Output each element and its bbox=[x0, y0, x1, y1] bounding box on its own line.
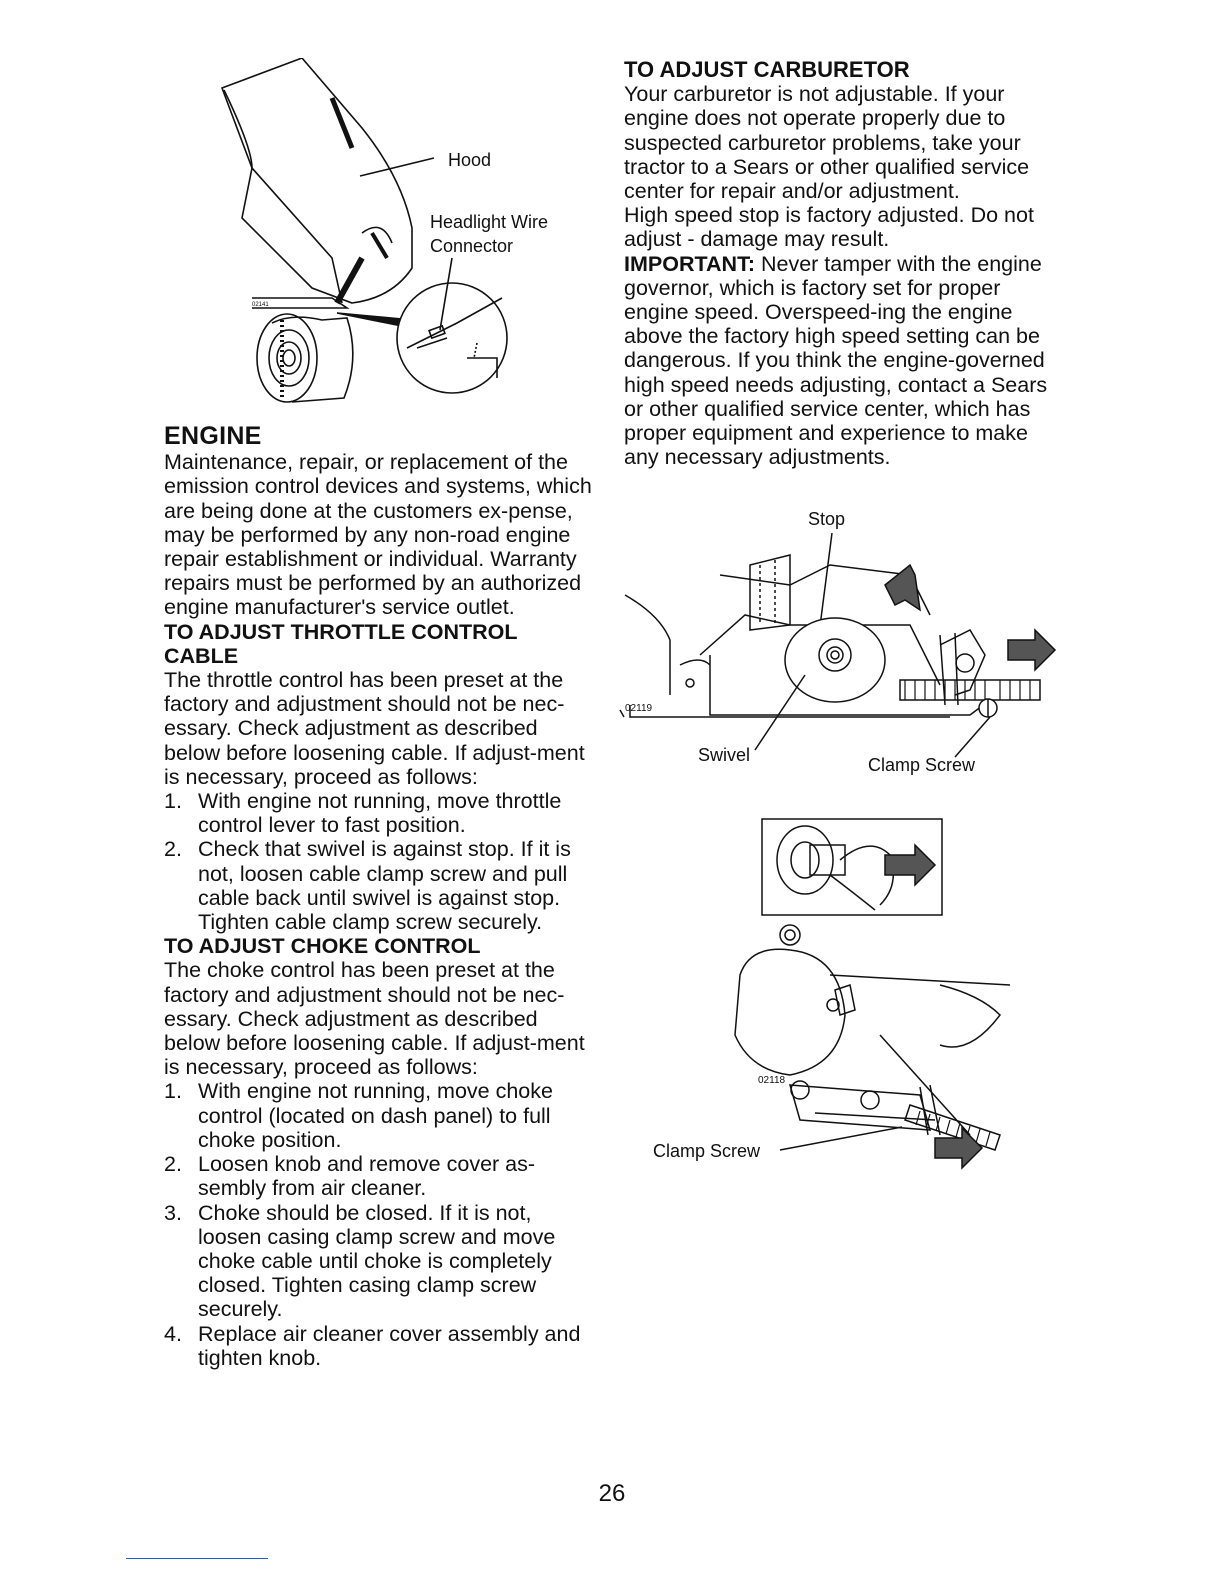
choke-figure-code: 02118 bbox=[758, 1075, 786, 1086]
footer-divider bbox=[126, 1558, 268, 1559]
list-item: 4. Replace air cleaner cover assembly and tighten knob. bbox=[164, 1321, 581, 1370]
list-item: 3. Choke should be closed. If it is not, loosen casing clamp screw and move choke cable until choke is completely closed. Tighten casing clamp screw securely. bbox=[164, 1200, 556, 1322]
headlight-wire-label: Headlight Wire bbox=[430, 212, 549, 232]
choke-intro: The choke control has been preset at the factory and adjustment should not be nec-essary. Check adjustment as described below before loosening cable. If adjust-ment is necessary, proceed as follows: bbox=[164, 958, 585, 1080]
connector-label: Connector bbox=[430, 236, 514, 256]
throttle-intro: The throttle control has been preset at the factory and adjustment should not be nec-essary. Check adjustment as described below before loosening cable. If adjust-ment is necessary, proceed as follows: bbox=[164, 668, 585, 789]
carburetor-body-2: High speed stop is factory adjusted. Do not adjust - damage may result. bbox=[624, 203, 1034, 252]
carburetor-important bbox=[624, 252, 1064, 470]
choke-figure bbox=[640, 815, 1040, 1175]
list-item: 2. Loosen knob and remove cover as-sembly from air cleaner. bbox=[164, 1152, 536, 1201]
right-column bbox=[624, 58, 1064, 469]
choke-heading: TO ADJUST CHOKE CONTROL bbox=[164, 934, 481, 959]
hood-label: Hood bbox=[448, 150, 492, 170]
stop-label: Stop bbox=[808, 509, 846, 529]
throttle-steps bbox=[164, 789, 596, 934]
left-column bbox=[164, 424, 596, 1370]
engine-body: Maintenance, repair, or replacement of the emission control devices and systems, which are being done at the customers ex-pense, may be performed by any non-road engine repair establishment or individual. Warranty repairs must be performed by an authorized engine manufacturer's service outlet. bbox=[164, 450, 592, 620]
list-item: 1. With engine not running, move choke control (located on dash panel) to full choke position. bbox=[164, 1079, 553, 1152]
important-label: IMPORTANT: bbox=[624, 251, 755, 276]
swivel-label: Swivel bbox=[698, 745, 751, 765]
throttle-figure bbox=[610, 505, 1060, 785]
list-item: 2. Check that swivel is against stop. If it is not, loosen cable clamp screw and pull cable back until swivel is against stop. Tighten cable clamp screw securely. bbox=[164, 837, 571, 935]
list-item: 1. With engine not running, move throttle control lever to fast position. bbox=[164, 789, 562, 838]
choke-illustration bbox=[640, 815, 1040, 1175]
clamp-screw-label: Clamp Screw bbox=[868, 755, 976, 775]
carburetor-body-1: Your carburetor is not adjustable. If your engine does not operate properly due to suspected carburetor problems, take your tractor to a Sears or other qualified service center for repair and/or adjustment. bbox=[624, 82, 1030, 204]
throttle-heading: TO ADJUST THROTTLE CONTROL CABLE bbox=[164, 619, 518, 668]
throttle-figure-code: 02119 bbox=[625, 703, 653, 714]
hood-figure bbox=[212, 58, 572, 408]
hood-figure-code: 02141 bbox=[252, 302, 269, 308]
hood-illustration bbox=[212, 58, 572, 408]
important-text: Never tamper with the engine governor, which is factory set for proper engine speed. Overspeed-ing the engine above the factory high speed setting can be dangerous. If you think the engine-governed high speed needs adjusting, contact a Sears or other qualified service center, which has proper equipment and experience to make any necessary adjustments. bbox=[624, 251, 1048, 470]
throttle-illustration bbox=[610, 505, 1060, 785]
engine-heading: ENGINE bbox=[164, 422, 262, 450]
carburetor-heading: TO ADJUST CARBURETOR bbox=[624, 57, 910, 82]
choke-clamp-screw-label: Clamp Screw bbox=[653, 1141, 761, 1161]
choke-steps bbox=[164, 1079, 596, 1369]
page-number: 26 bbox=[598, 1480, 626, 1507]
